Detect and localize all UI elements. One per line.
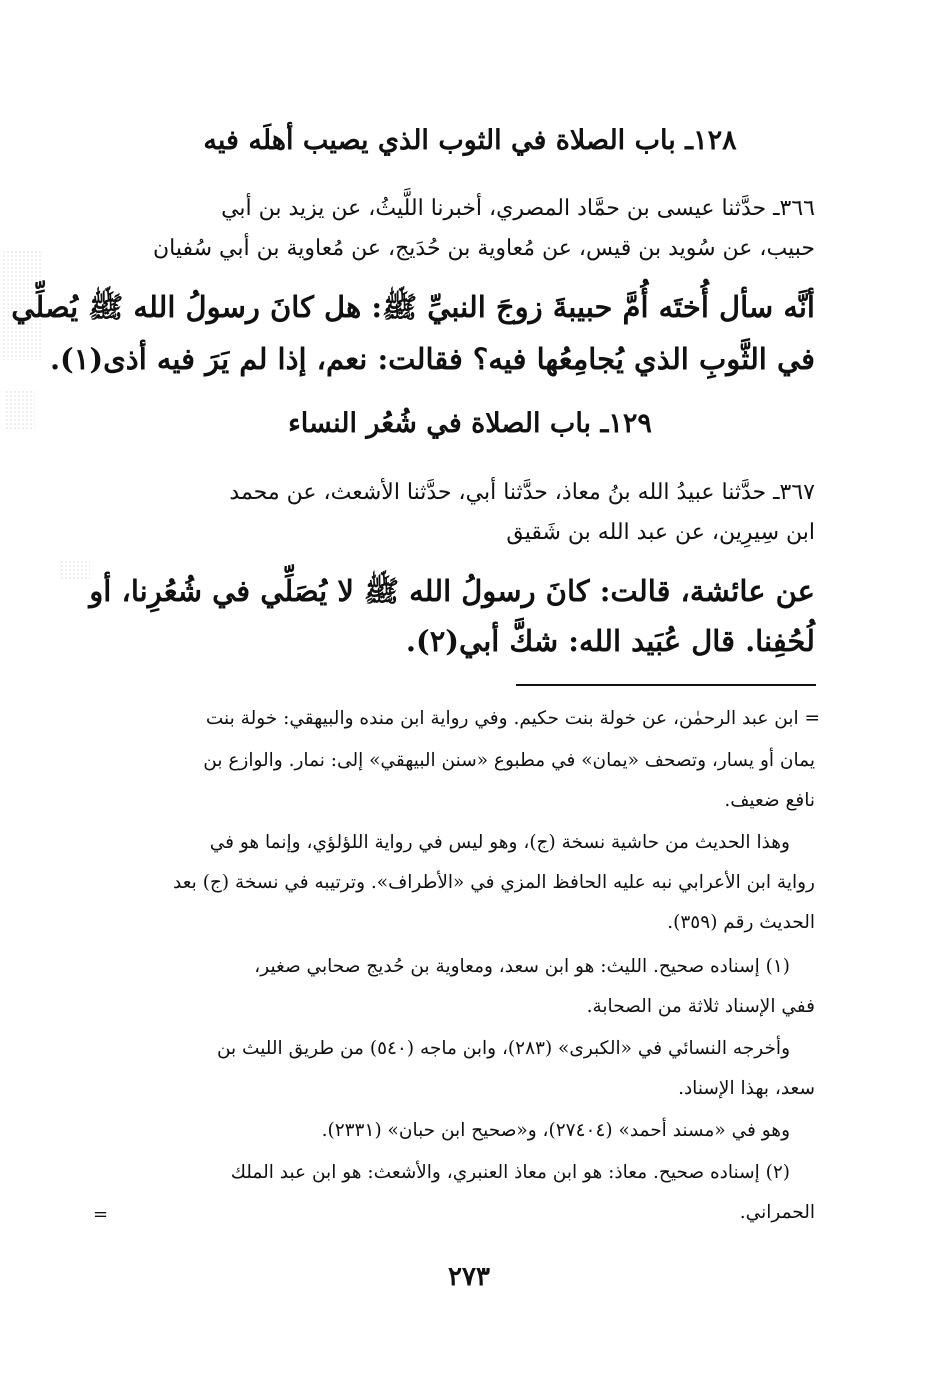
scan-noise bbox=[60, 560, 90, 580]
footnote-line: الحمراني. bbox=[739, 1202, 815, 1223]
footnote-line: وأخرجه النسائي في «الكبرى» (٢٨٣)، وابن ماجه (٥٤٠) من طريق الليث بن bbox=[216, 1038, 790, 1059]
hadith-isnad-line: ٣٦٦ـ حدَّثنا عيسى بن حمَّاد المصري، أخبرنا اللَّيثُ، عن يزيد بن أبي bbox=[221, 196, 815, 221]
hadith-matn-line: عن عائشة، قالت: كانَ رسولُ الله ﷺ لا يُصَلِّي في شُعُرِنا، أو bbox=[89, 574, 815, 608]
footnote-line: (٢) إسناده صحيح. معاذ: هو ابن معاذ العنبري، والأشعث: هو ابن عبد الملك bbox=[230, 1162, 790, 1183]
hadith-isnad-line: حبيب، عن سُويد بن قيس، عن مُعاوية بن حُدَيج، عن مُعاوية بن أبي سُفيان bbox=[153, 236, 815, 261]
hadith-isnad-line: ابن سِيرِين، عن عبد الله بن شَقيق bbox=[506, 520, 815, 545]
footnote-line: الحديث رقم (٣٥٩). bbox=[667, 912, 815, 933]
footnote-continuation-mark: = bbox=[93, 1204, 109, 1225]
footnote-line: وهذا الحديث من حاشية نسخة (ج)، وهو ليس في رواية اللؤلؤي، وإنما هو في bbox=[209, 832, 790, 853]
footnote-line: نافع ضعيف. bbox=[724, 790, 815, 811]
hadith-matn-line: لُحُفِنا. قال عُبَيد الله: شكَّ أبي(٢). bbox=[405, 624, 815, 658]
hadith-isnad-line: ٣٦٧ـ حدَّثنا عبيدُ الله بنُ معاذ، حدَّثنا أبي، حدَّثنا الأشعث، عن محمد bbox=[229, 480, 815, 505]
chapter-heading-128: ١٢٨ـ باب الصلاة في الثوب الذي يصيب أهلَه فيه bbox=[203, 125, 737, 156]
footnote-line: يمان أو يسار، وتصحف «يمان» في مطبوع «سنن البيهقي» إلى: نمار. والوازع بن bbox=[203, 750, 815, 771]
hadith-matn-line: أنَّه سأل أُختَه أُمَّ حبيبةَ زوجَ النبيِّ ﷺ: هل كانَ رسولُ الله ﷺ يُصلِّي bbox=[11, 290, 815, 324]
footnote-line: سعد، بهذا الإسناد. bbox=[678, 1078, 815, 1099]
footnote-line: رواية ابن الأعرابي نبه عليه الحافظ المزي في «الأطراف». وترتيبه في نسخة (ج) بعد bbox=[173, 872, 815, 893]
footnote-separator bbox=[516, 684, 816, 686]
page-number: ٢٧٣ bbox=[448, 1262, 490, 1292]
chapter-heading-129: ١٢٩ـ باب الصلاة في شُعُر النساء bbox=[288, 408, 652, 439]
footnote-line: (١) إسناده صحيح. الليث: هو ابن سعد، ومعاوية بن حُديج صحابي صغير، bbox=[254, 956, 790, 977]
footnote-line: ففي الإسناد ثلاثة من الصحابة. bbox=[586, 996, 815, 1017]
hadith-matn-line: في الثَّوبِ الذي يُجامِعُها فيه؟ فقالت: نعم، إذا لم يَرَ فيه أذى(١). bbox=[49, 342, 815, 376]
scan-noise bbox=[5, 390, 35, 430]
footnote-line: وهو في «مسند أحمد» (٢٧٤٠٤)، و«صحيح ابن حبان» (٢٣٣١). bbox=[321, 1120, 790, 1141]
footnote-line: = ابن عبد الرحمٰن، عن خولة بنت حكيم. وفي رواية ابن منده والبيهقي: خولة بنت bbox=[205, 708, 820, 729]
